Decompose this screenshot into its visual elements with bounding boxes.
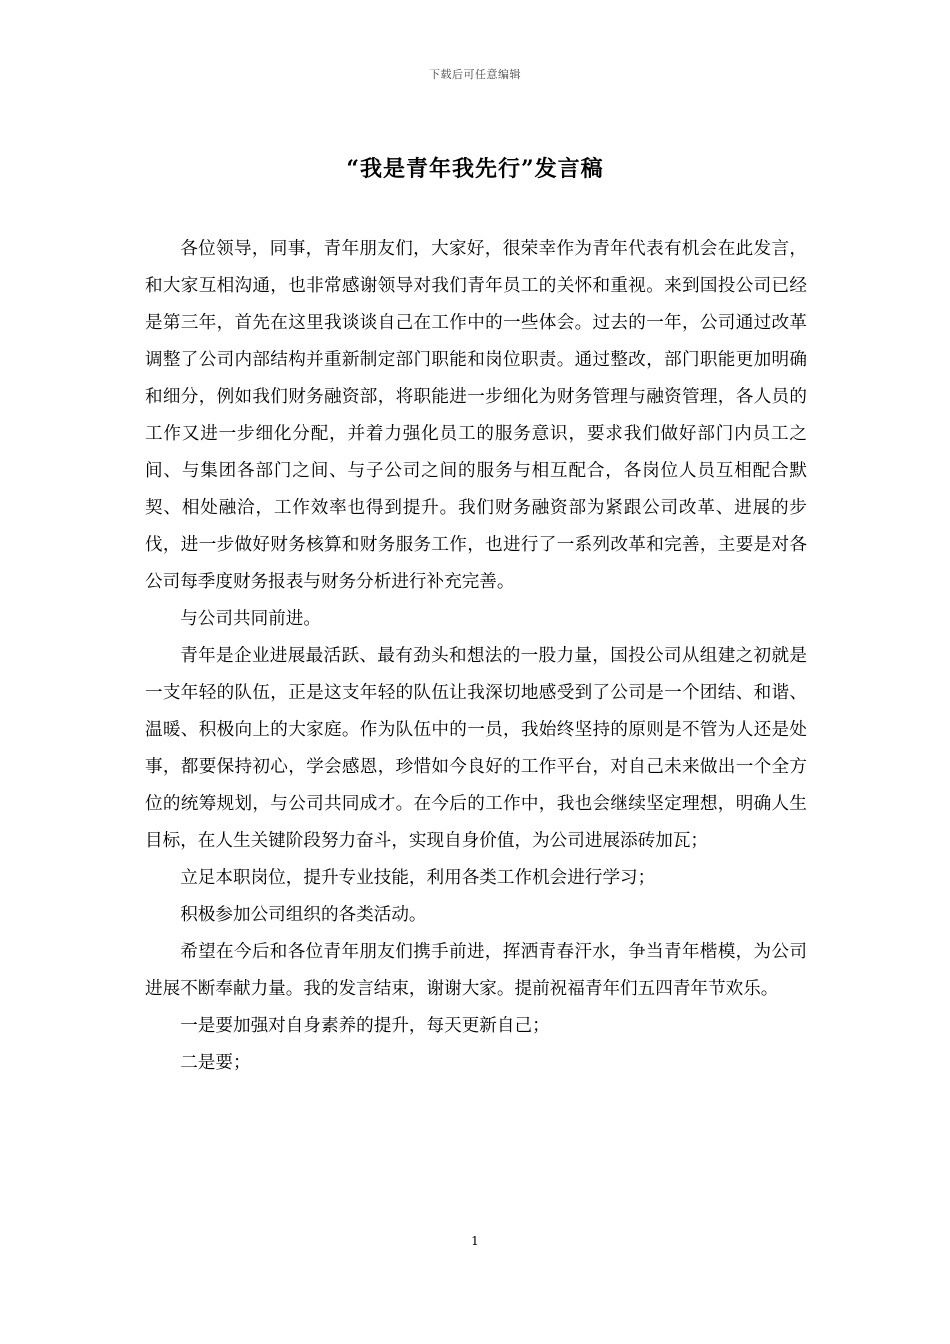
paragraph: 各位领导，同事，青年朋友们，大家好，很荣幸作为青年代表有机会在此发言，和大家互相沟通，也非常感谢领导对我们青年员工的关怀和重视。来到国投公司已经是第三年，首先在这里我谈谈自己在工作中的一些体会。过去的一年，公司通过改革调整了公司内部结构并重新制定部门职能和岗位职责。通过整改，部门职能更加明确和细分，例如我们财务融资部，将职能进一步细化为财务管理与融资管理，各人员的工作又进一步细化分配，并着力强化员工的服务意识，要求我们做好部门内员工之间、与集团各部门之间、与子公司之间的服务与相互配合，各岗位人员互相配合默契、相处融洽，工作效率也得到提升。我们财务融资部为紧跟公司改革、进展的步伐，进一步做好财务核算和财务服务工作，也进行了一系列改革和完善，主要是对各公司每季度财务报表与财务分析进行补充完善。	[145, 239, 807, 592]
paragraph: 积极参加公司组织的各类活动。	[180, 905, 427, 925]
paragraph: 希望在今后和各位青年朋友们携手前进，挥洒青春汗水，争当青年楷模，为公司进展不断奉献力量。我的发言结束，谢谢大家。提前祝福青年们五四青年节欢乐。	[145, 942, 807, 999]
paragraph: 与公司共同前进。	[180, 609, 321, 629]
paragraph: 一是要加强对自身素养的提升，每天更新自己；	[180, 1016, 550, 1036]
paragraph: 青年是企业进展最活跃、最有劲头和想法的一股力量，国投公司从组建之初就是一支年轻的队伍，正是这支年轻的队伍让我深切地感受到了公司是一个团结、和谐、温暖、积极向上的大家庭。作为队伍中的一员，我始终坚持的原则是不管为人还是处事，都要保持初心，学会感恩，珍惜如今良好的工作平台，对自己未来做出一个全方位的统筹规划，与公司共同成才。在今后的工作中，我也会继续坚定理想，明确人生目标，在人生关键阶段努力奋斗，实现自身价值，为公司进展添砖加瓦；	[145, 646, 807, 851]
paragraph: 二是要；	[180, 1053, 251, 1073]
page-number: 1	[471, 1234, 479, 1248]
document-title: “我是青年我先行”发言稿	[346, 156, 604, 182]
document-body	[145, 231, 807, 1082]
header-note: 下载后可任意编辑	[429, 68, 521, 81]
paragraph: 立足本职岗位，提升专业技能，利用各类工作机会进行学习；	[180, 868, 656, 888]
